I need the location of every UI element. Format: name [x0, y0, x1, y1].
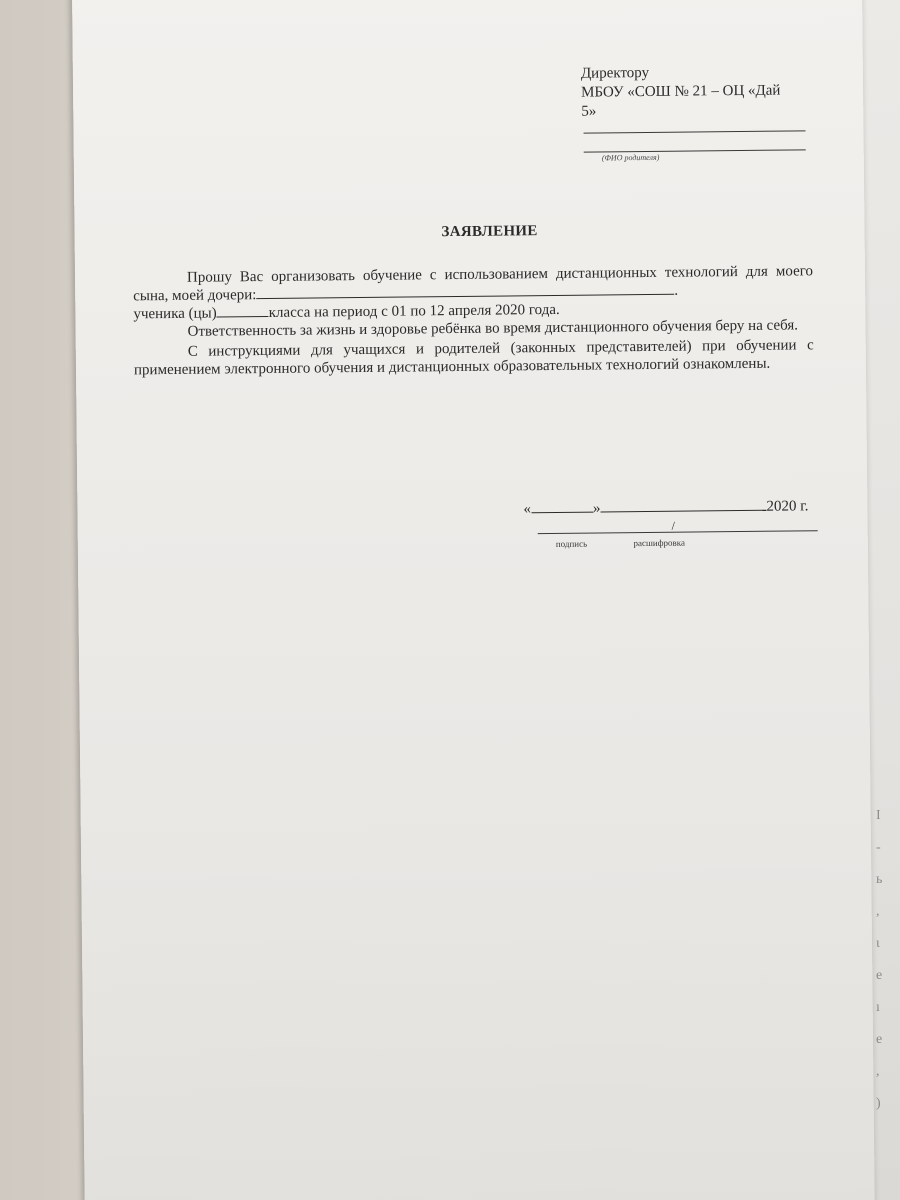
parent-name-line-1 — [584, 130, 806, 133]
parent-name-caption: (ФИО родителя) — [601, 152, 660, 163]
document-title: ЗАЯВЛЕНИЕ — [441, 223, 538, 241]
class-blank — [217, 304, 269, 318]
margin-mark: ) — [876, 1096, 881, 1111]
signature-slash: / — [671, 518, 676, 533]
date-close-quote: » — [592, 500, 601, 517]
margin-mark: ı — [876, 1000, 880, 1015]
addressee-line: Директору — [580, 64, 650, 82]
margin-mark: , — [876, 904, 880, 919]
margin-mark: ι — [876, 936, 880, 951]
signature-labels — [556, 538, 685, 549]
date-line — [523, 497, 808, 518]
margin-mark: I — [876, 808, 881, 823]
paragraph-request: Прошу Вас организовать обучение с использованием дистанционных технологий для моего сына, моей дочери: . — [133, 263, 814, 305]
addressee-block — [581, 62, 812, 121]
paragraph-instructions: С инструкциями для учащихся и родителей (законных представителей) при обучении с применением электронного обучения и дистанционных образовательных технологий ознакомлены. — [133, 337, 814, 379]
addressee-line: МБОУ «СОШ № 21 – ОЦ «Дай — [581, 82, 781, 101]
margin-mark: ь — [876, 872, 883, 887]
application-body — [133, 262, 814, 379]
margin-mark: - — [876, 840, 881, 855]
date-open-quote: « — [523, 501, 532, 518]
document-page — [72, 0, 875, 1200]
class-period-text: класса на период с 01 по 12 апреля 2020 года. — [268, 301, 560, 321]
adjacent-page-text — [876, 800, 900, 1120]
margin-mark: e — [876, 1032, 883, 1047]
signature-label: подпись — [555, 538, 588, 549]
decoding-label: расшифровка — [633, 537, 686, 549]
margin-mark: , — [876, 1064, 880, 1079]
paragraph-responsibility: Ответственность за жизнь и здоровье ребёнка во время дистанционного обучения беру на себя. — [187, 317, 799, 340]
addressee-line: 5» — [581, 103, 597, 120]
date-year: 2020 г. — [766, 498, 809, 515]
signature-line — [538, 530, 818, 534]
month-blank — [600, 498, 766, 513]
day-blank — [531, 500, 593, 514]
margin-mark: e — [876, 968, 883, 983]
document-content — [72, 0, 875, 1200]
request-text: Прошу Вас организовать обучение с использованием дистанционных технологий для моего сына, моей дочери: — [133, 263, 814, 305]
student-label: ученика (цы) — [133, 305, 217, 323]
parent-name-line-2 — [584, 149, 806, 152]
